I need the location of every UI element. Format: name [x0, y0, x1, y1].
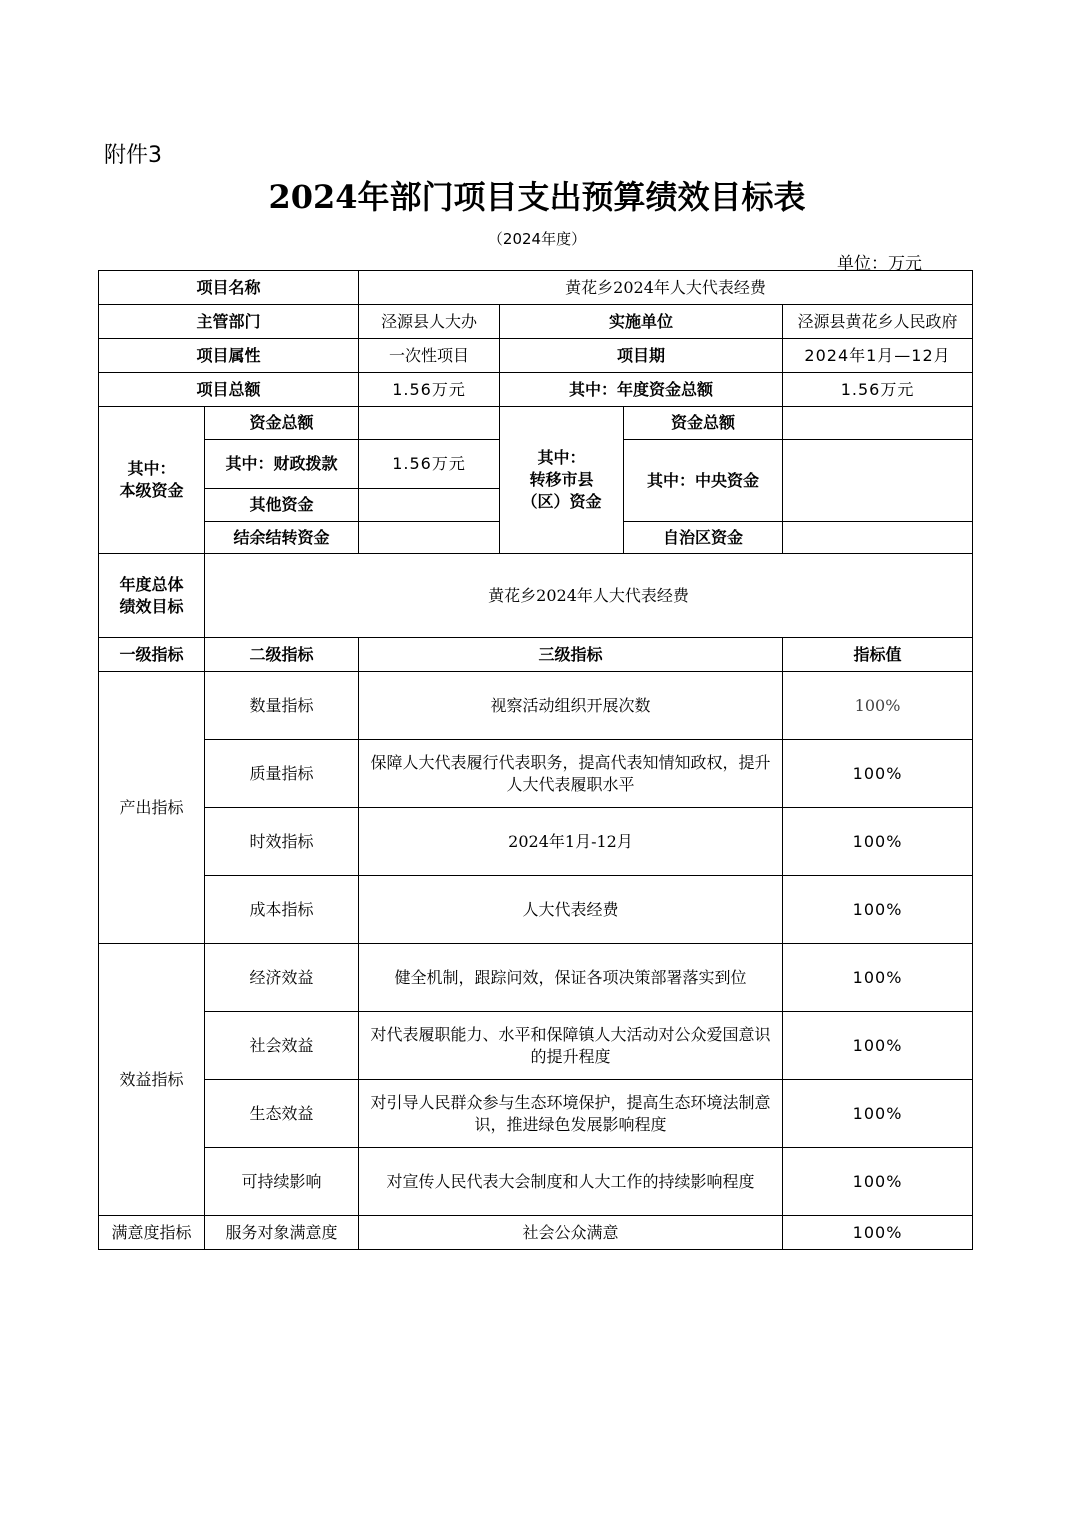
fiscal-label: 其中：财政拨款	[205, 440, 359, 489]
transfer-total-label: 资金总额	[624, 407, 783, 440]
table-row-level3: 健全机制，跟踪问效，保证各项决策部署落实到位	[359, 944, 783, 1012]
satisfaction-indicator-label: 满意度指标	[99, 1216, 205, 1250]
attr-label: 项目属性	[99, 339, 359, 373]
table-row-level3: 对引导人民群众参与生态环境保护，提高生态环境法制意识，推进绿色发展影响程度	[359, 1080, 783, 1148]
annual-label: 其中：年度资金总额	[500, 373, 783, 407]
table-row-value: 100%	[783, 944, 973, 1012]
table-row-value: 100%	[783, 1012, 973, 1080]
impl-label: 实施单位	[500, 305, 783, 339]
table-row-level3: 对宣传人民代表大会制度和人大工作的持续影响程度	[359, 1148, 783, 1216]
table-row-value: 100%	[783, 672, 973, 740]
attr-value: 一次性项目	[359, 339, 500, 373]
period-value: 2024年1月—12月	[783, 339, 973, 373]
satisfaction-level3: 社会公众满意	[359, 1216, 783, 1250]
fiscal-value: 1.56万元	[359, 440, 500, 489]
total-label: 项目总额	[99, 373, 359, 407]
carryover-value	[359, 522, 500, 554]
local-total-label: 资金总额	[205, 407, 359, 440]
local-funds-group-label: 其中： 本级资金	[99, 407, 205, 554]
table-row-level2: 质量指标	[205, 740, 359, 808]
header-level2: 二级指标	[205, 638, 359, 672]
central-label: 其中：中央资金	[624, 440, 783, 522]
table-row-level2: 可持续影响	[205, 1148, 359, 1216]
table-row-value: 100%	[783, 1080, 973, 1148]
page-title: 2024年部门项目支出预算绩效目标表	[268, 178, 806, 216]
carryover-label: 结余结转资金	[205, 522, 359, 554]
transfer-funds-group-label: 其中： 转移市县 （区）资金	[500, 407, 624, 554]
performance-table	[98, 270, 973, 1250]
table-row-level2: 生态效益	[205, 1080, 359, 1148]
header-value: 指标值	[783, 638, 973, 672]
output-indicator-label: 产出指标	[99, 672, 205, 944]
other-funds-label: 其他资金	[205, 489, 359, 522]
goal-value: 黄花乡2024年人大代表经费	[205, 554, 973, 638]
table-row-level3: 对代表履职能力、水平和保障镇人大活动对公众爱国意识的提升程度	[359, 1012, 783, 1080]
project-name-value: 黄花乡2024年人大代表经费	[359, 271, 973, 305]
annual-value: 1.56万元	[783, 373, 973, 407]
year-note: （2024年度）	[487, 230, 587, 248]
table-row-level2: 经济效益	[205, 944, 359, 1012]
benefit-indicator-label: 效益指标	[99, 944, 205, 1216]
total-value: 1.56万元	[359, 373, 500, 407]
unit-label: 单位：万元	[837, 254, 922, 274]
satisfaction-level2: 服务对象满意度	[205, 1216, 359, 1250]
region-funds-label: 自治区资金	[624, 522, 783, 554]
table-row-level3: 保障人大代表履行代表职务，提高代表知情知政权，提升人大代表履职水平	[359, 740, 783, 808]
table-row-value: 100%	[783, 1148, 973, 1216]
table-row-value: 100%	[783, 740, 973, 808]
transfer-total-value	[783, 407, 973, 440]
period-label: 项目期	[500, 339, 783, 373]
table-row-value: 100%	[783, 808, 973, 876]
project-name-label: 项目名称	[99, 271, 359, 305]
table-row-level3: 人大代表经费	[359, 876, 783, 944]
header-level1: 一级指标	[99, 638, 205, 672]
dept-label: 主管部门	[99, 305, 359, 339]
impl-value: 泾源县黄花乡人民政府	[783, 305, 973, 339]
table-row-value: 100%	[783, 876, 973, 944]
satisfaction-value: 100%	[783, 1216, 973, 1250]
table-row-level2: 数量指标	[205, 672, 359, 740]
header-level3: 三级指标	[359, 638, 783, 672]
goal-label: 年度总体 绩效目标	[99, 554, 205, 638]
dept-value: 泾源县人大办	[359, 305, 500, 339]
other-funds-value	[359, 489, 500, 522]
central-value	[783, 440, 973, 522]
table-row-level2: 时效指标	[205, 808, 359, 876]
region-funds-value	[783, 522, 973, 554]
table-row-level2: 社会效益	[205, 1012, 359, 1080]
table-row-level2: 成本指标	[205, 876, 359, 944]
attachment-label: 附件3	[104, 143, 162, 168]
table-row-level3: 视察活动组织开展次数	[359, 672, 783, 740]
table-row-level3: 2024年1月-12月	[359, 808, 783, 876]
local-total-value	[359, 407, 500, 440]
